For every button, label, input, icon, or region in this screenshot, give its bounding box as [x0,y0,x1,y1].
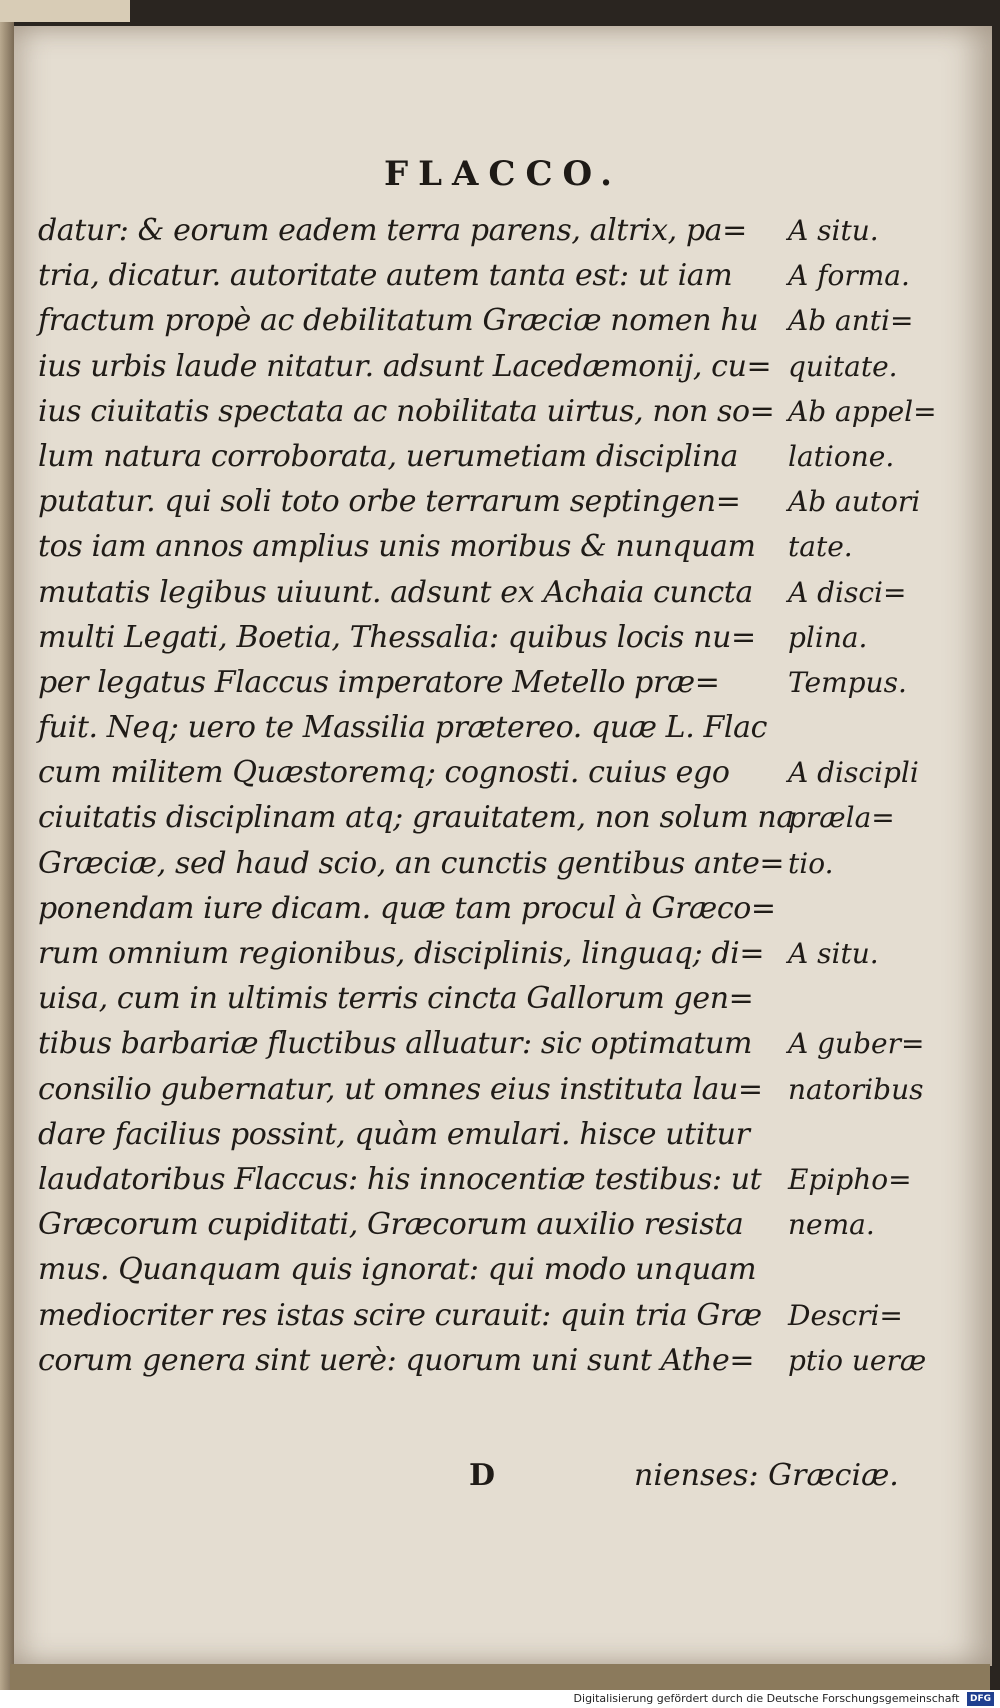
text-line: ponendam iure dicam. quæ tam procul à Græco= [38,890,776,926]
lower-page-edge [10,1664,990,1690]
text-line: tria, dicatur. autoritate autem tanta est: ut iam [38,258,733,294]
text-line: corum genera sint uerè: quorum uni sunt Athe= [38,1342,755,1378]
text-line: tos iam annos amplius unis moribus & nunquam [38,529,756,565]
catchword: nienses: Græciæ. [634,1458,899,1493]
margin-note [788,1112,988,1157]
margin-note: Ab autori [788,485,921,519]
book-page [14,26,992,1666]
margin-note [788,1247,988,1292]
text-line: multi Legati, Boetia, Thessalia: quibus locis nu= [38,619,756,655]
margin-note: latione. [788,439,895,473]
text-line: mus. Quanquam quis ignorat: qui modo unquam [38,1252,757,1288]
text-line: lum natura corroborata, uerumetiam disciplina [38,438,739,474]
margin-note: præla= [788,801,895,835]
text-line: putatur. qui soli toto orbe terrarum septingen= [38,484,741,520]
body-text [38,208,794,1383]
text-line: Græciæ, sed haud scio, an cunctis gentibus ante= [38,845,785,881]
margin-note: A discipli [788,756,919,790]
text-line: laudatoribus Flaccus: his innocentiæ testibus: ut [38,1161,762,1197]
margin-note [788,705,988,750]
margin-note [788,976,988,1021]
text-line: ius urbis laude nitatur. adsunt Lacedæmonij, cu= [38,348,772,384]
footer-bar [0,1690,1000,1708]
signature-mark: D [469,1458,496,1493]
dfg-logo: DFG [967,1692,994,1706]
book-spine-edge [0,0,14,1690]
margin-note: A situ. [788,214,879,247]
margin-note: Ab appel= [788,394,937,428]
margin-note: Tempus. [788,665,907,699]
margin-note: nema. [788,1208,875,1242]
margin-note: A forma. [788,259,910,293]
text-line: datur: & eorum eadem terra parens, altrix, pa= [38,213,747,248]
text-line: dare facilius possint, quàm emulari. hisce utitur [38,1116,750,1152]
text-line: mutatis legibus uiuunt. adsunt ex Achaia cuncta [38,574,753,610]
footer-text: Digitalisierung gefördert durch die Deutsche Forschungsgemeinschaft [573,1692,960,1705]
text-line: mediocriter res istas scire curauit: quin tria Græ [38,1297,762,1333]
text-line: ius ciuitatis spectata ac nobilitata uirtus, non so= [38,393,775,429]
text-line: rum omnium regionibus, disciplinis, linguaq; di= [38,936,765,971]
text-line: uisa, cum in ultimis terris cincta Gallorum gen= [38,981,754,1017]
margin-note: Descri= [788,1298,903,1332]
margin-note: Ab anti= [788,304,914,338]
text-line: ciuitatis disciplinam atq; grauitatem, non solum na [38,800,794,836]
margin-note [788,886,988,931]
text-line: tibus barbariæ fluctibus alluatur: sic optimatum [38,1026,753,1062]
margin-note: A situ. [788,937,879,970]
margin-note: tio. [788,846,834,880]
margin-note: ptio ueræ [788,1343,927,1377]
margin-note: natoribus [788,1072,924,1106]
text-line: fuit. Neq; uero te Massilia prætereo. quæ L. Flac [38,710,767,746]
margin-note: Epipho= [788,1162,912,1196]
text-line: per legatus Flaccus imperatore Metello præ= [38,664,720,700]
running-header: FLACCO. [383,154,622,194]
margin-note: tate. [788,530,853,564]
margin-note: quitate. [788,349,898,383]
margin-notes [788,208,988,1383]
page-corner [0,0,130,22]
text-line: Græcorum cupiditati, Græcorum auxilio resista [38,1207,744,1243]
margin-note: A guber= [788,1027,925,1061]
text-line: fractum propè ac debilitatum Græciæ nomen hu [38,303,759,339]
text-line: consilio gubernatur, ut omnes eius instituta lau= [38,1071,763,1107]
margin-note: plina. [788,620,868,654]
margin-note: A disci= [788,575,907,609]
text-line: cum militem Quæstoremq; cognosti. cuius ego [38,755,730,791]
